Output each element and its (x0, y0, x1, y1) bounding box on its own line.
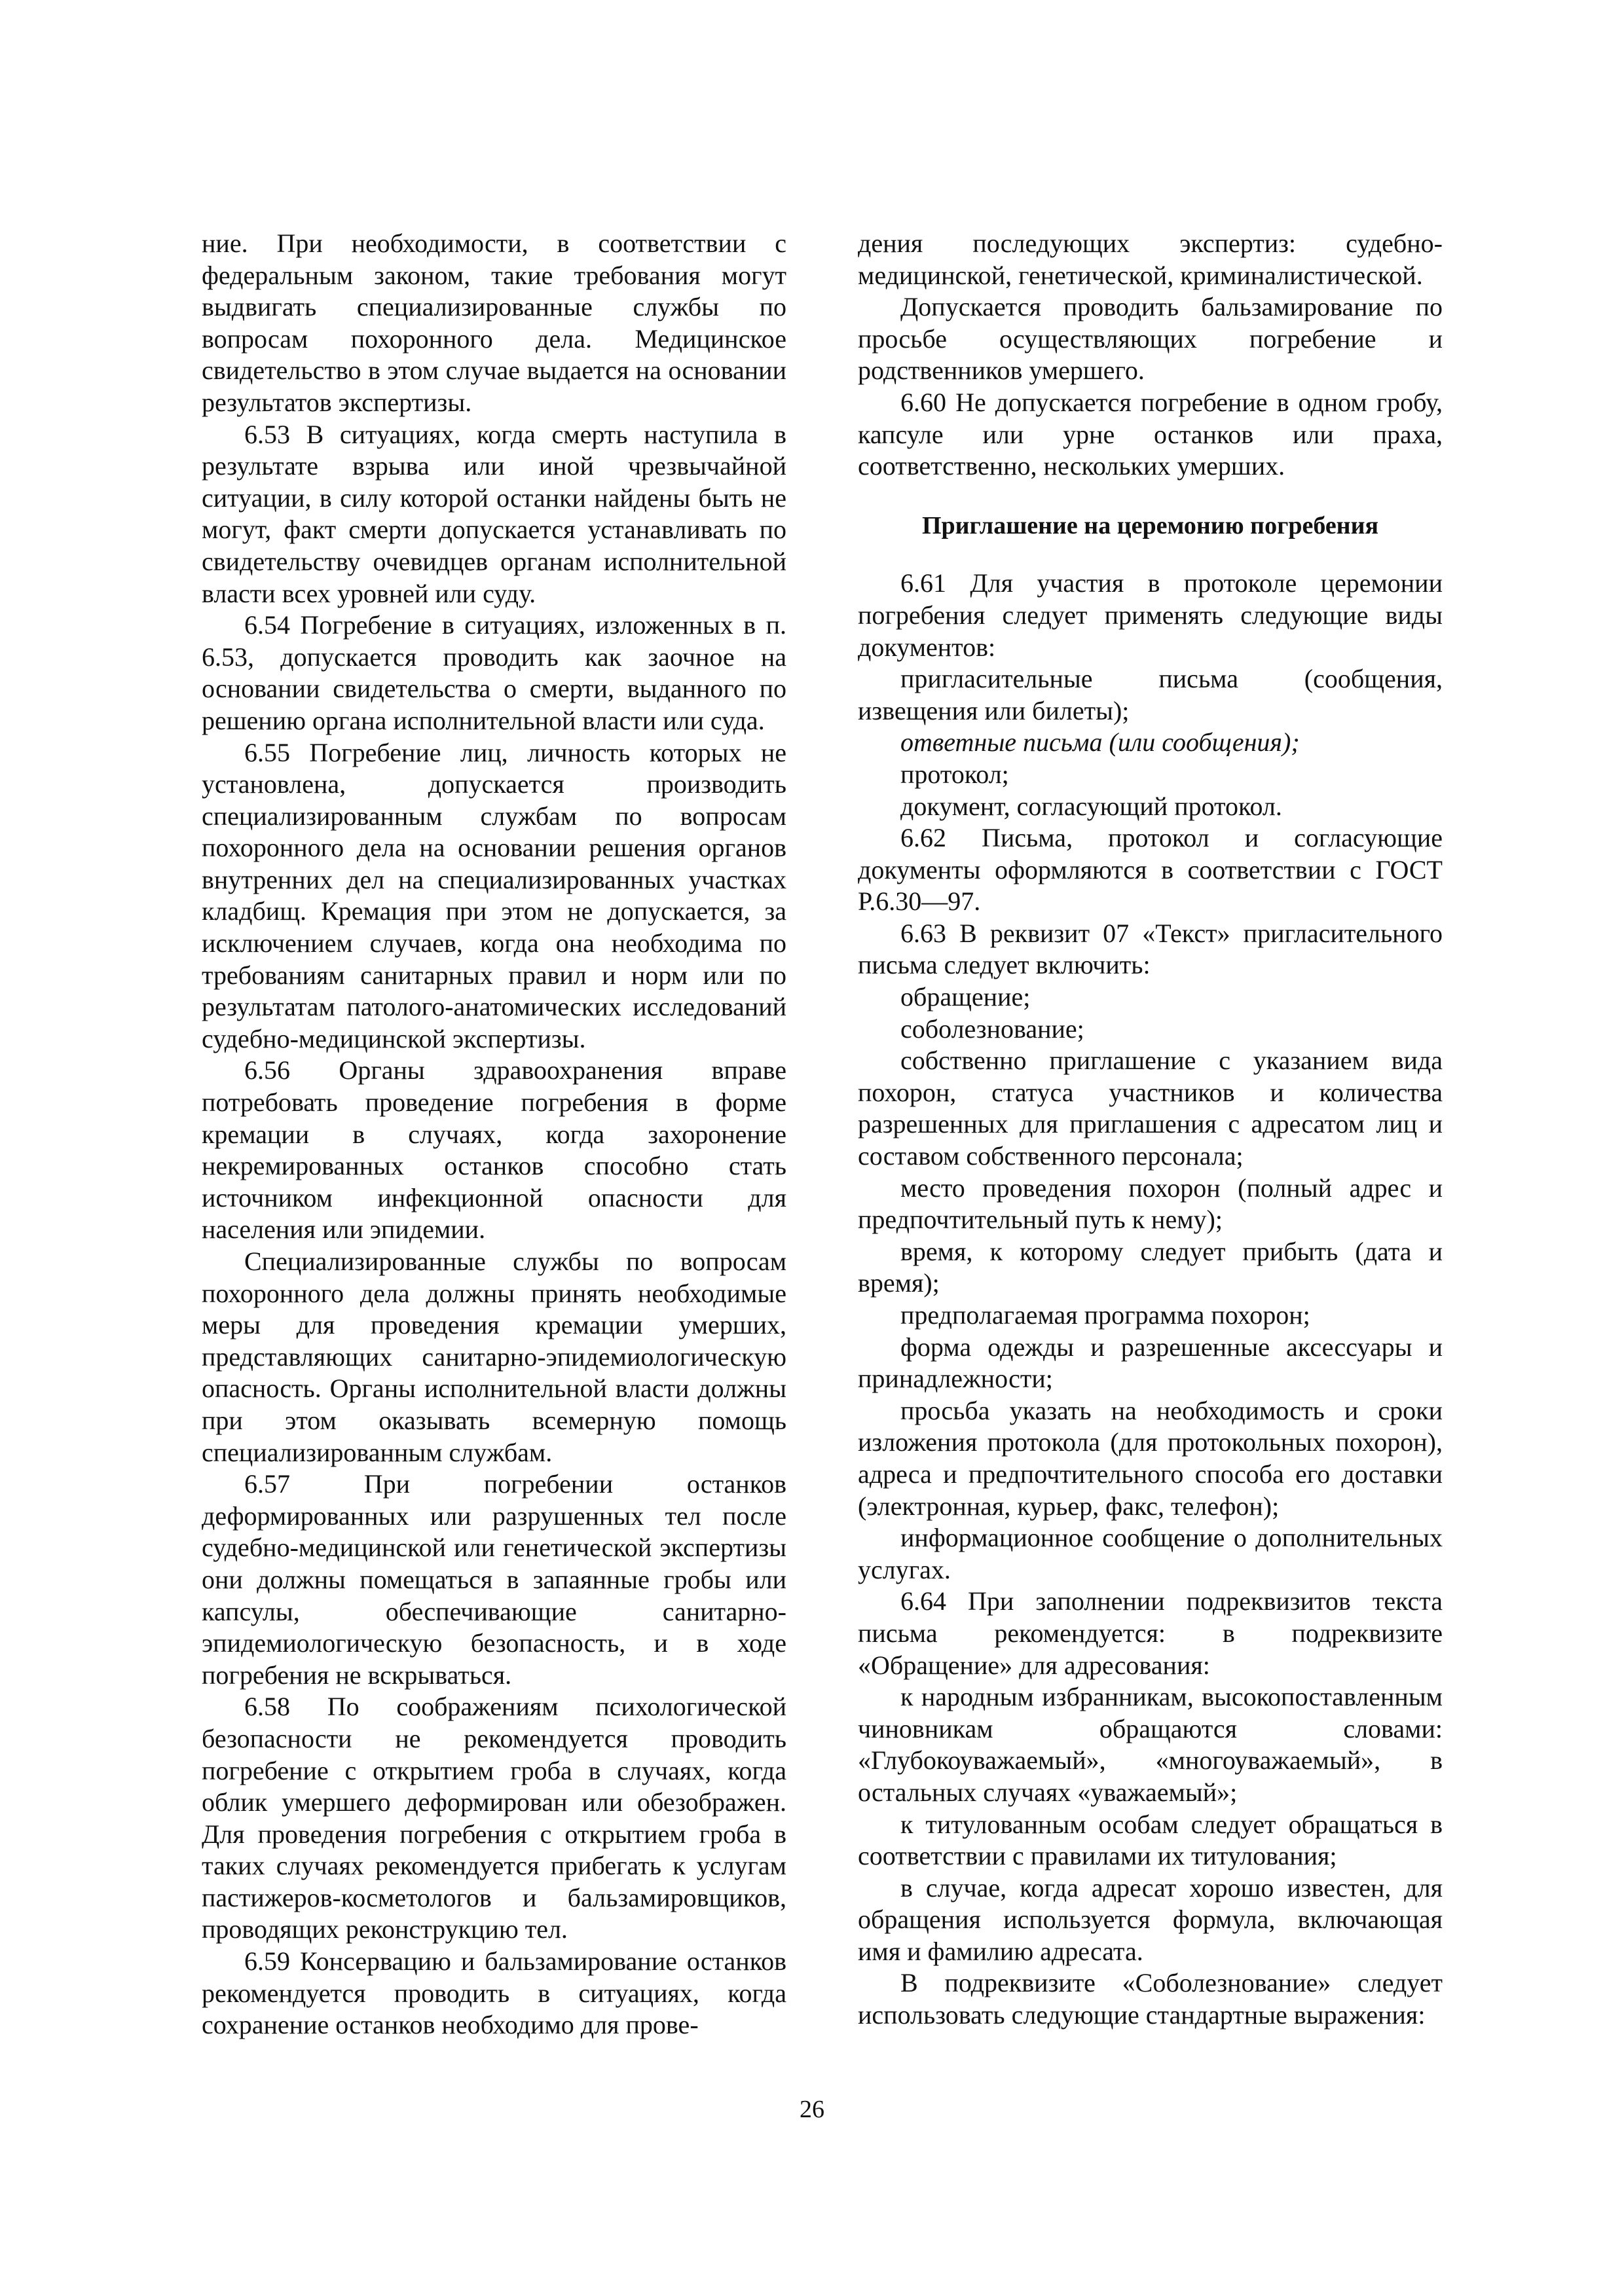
list-item: информационное сообщение о дополнительных услугах. (858, 1523, 1443, 1584)
list-item: к титулованным особам следует обращаться в соответствии с правилами их титулования; (858, 1809, 1443, 1871)
list-item: форма одежды и разрешенные аксессуары и принадлежности; (858, 1332, 1443, 1394)
paragraph: 6.57 При погребении останков деформированных или разрушенных тел после судебно-медицинской или генетической экспертизы они должны помещаться в запаянные гробы или капсулы, обеспечивающие санитарно-эпидемиологическую безопасность, и в ходе погребения не вскрываться. (202, 1469, 786, 1690)
paragraph: 6.64 При заполнении подреквизитов текста письма рекомендуется: в подреквизите «Обращение» для адресования: (858, 1586, 1443, 1680)
left-column (202, 228, 786, 2041)
list-item: ответные письма (или сообщения); (900, 727, 1300, 757)
paragraph: 6.61 Для участия в протоколе церемонии погребения следует применять следующие виды документов: (858, 568, 1443, 662)
paragraph: 6.54 Погребение в ситуациях, изложенных в п. 6.53, допускается проводить как заочное на основании свидетельства о смерти, выданного по решению органа исполнительной власти или суда. (202, 610, 786, 735)
paragraph: Специализированные службы по вопросам похоронного дела должны принять необходимые меры для проведения кремации умерших, представляющих санитарно-эпидемиологическую опасность. Органы исполнительной власти должны при этом оказывать всемерную помощь специализированным службам. (202, 1247, 786, 1467)
paragraph: 6.53 В ситуациях, когда смерть наступила в результате взрыва или иной чрезвычайной ситуации, в силу которой останки найдены быть не могут, факт смерти допускается устанавливать по свидетельству очевидцев органам исполнительной власти всех уровней или суду. (202, 419, 786, 608)
page-number: 26 (800, 2096, 824, 2123)
paragraph: 6.60 Не допускается погребение в одном гробу, капсуле или урне останков или праха, соответственно, нескольких умерших. (858, 387, 1443, 481)
list-item: предполагаемая программа похорон; (900, 1300, 1310, 1330)
paragraph: 6.59 Консервацию и бальзамирование останков рекомендуется проводить в ситуациях, когда сохранение останков необходимо для прове- (202, 1946, 786, 2040)
list-item: просьба указать на необходимость и сроки изложения протокола (для протокольных похорон), адреса и предпочтительного способа его доставки (электронная, курьер, факс, телефон); (858, 1395, 1443, 1521)
list-item: место проведения похорон (полный адрес и предпочтительный путь к нему); (858, 1173, 1443, 1235)
paragraph: дения последующих экспертиз: судебно-медицинской, генетической, криминалистической. (858, 228, 1443, 290)
list-item: обращение; (900, 982, 1031, 1012)
list-item: время, к которому следует прибыть (дата и время); (858, 1236, 1443, 1298)
section-heading: Приглашение на церемонию погребения (921, 511, 1379, 539)
paragraph: ние. При необходимости, в соответствии с федеральным законом, такие требования могут выдвигать специализированные службы по вопросам похоронного дела. Медицинское свидетельство в этом случае выдается на основании результатов экспертизы. (202, 228, 786, 417)
paragraph: 6.56 Органы здравоохранения вправе потребовать проведение погребения в форме кремации в случаях, когда захоронение некремированных останков способно стать источником инфекционной опасности для населения или эпидемии. (202, 1055, 786, 1245)
list-item: соболезнование; (900, 1013, 1084, 1044)
list-item: в случае, когда адресат хорошо известен, для обращения используется формула, включающая имя и фамилию адресата. (858, 1872, 1443, 1966)
list-item: протокол; (900, 759, 1009, 789)
list-item: собственно приглашение с указанием вида похорон, статуса участников и количества разрешенных для приглашения с адресатом лиц и составом собственного персонала; (858, 1046, 1443, 1171)
paragraph: 6.63 В реквизит 07 «Текст» пригласительного письма следует включить: (858, 918, 1443, 980)
list-item: к народным избранникам, высокопоставленным чиновникам обращаются словами: «Глубокоуважаемый», «многоуважаемый», в остальных случаях «уважаемый»; (858, 1682, 1443, 1807)
right-column (858, 228, 1443, 2032)
list-item: пригласительные письма (сообщения, извещения или билеты); (858, 664, 1443, 725)
paragraph: 6.58 По соображениям психологической безопасности не рекомендуется проводить погребение с открытием гроба в случаях, когда облик умершего деформирован или обезображен. Для проведения погребения с открытием гроба в таких случаях рекомендуется прибегать к услугам пастижеров-косметологов и бальзамировщиков, проводящих реконструкцию тел. (202, 1692, 786, 1944)
list-item: документ, согласующий протокол. (900, 791, 1282, 821)
paragraph: 6.55 Погребение лиц, личность которых не установлена, допускается производить специализированным службам по вопросам похоронного дела на основании решения органов внутренних дел на специализированных участках кладбищ. Кремация при этом не допускается, за исключением случаев, когда она необходима по требованиям санитарных правил и норм или по результатам патолого-анатомических исследований судебно-медицинской экспертизы. (202, 737, 786, 1053)
paragraph: Допускается проводить бальзамирование по просьбе осуществляющих погребение и родственников умершего. (858, 292, 1443, 386)
paragraph: В подреквизите «Соболезнование» следует использовать следующие стандартные выражения: (858, 1968, 1443, 2030)
paragraph: 6.62 Письма, протокол и согласующие документы оформляются в соответствии с ГОСТ Р.6.30—97. (858, 823, 1443, 917)
